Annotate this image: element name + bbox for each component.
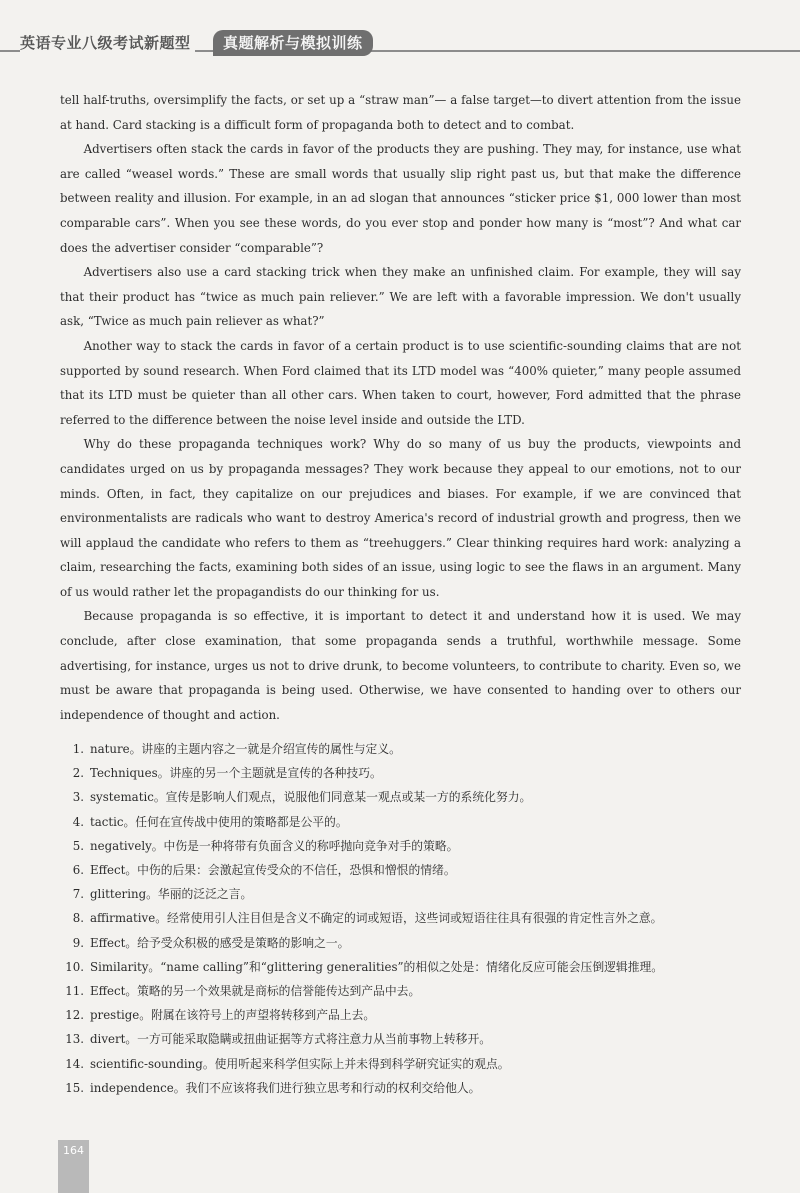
answer-number: 4.	[72, 814, 84, 829]
answer-item	[60, 858, 745, 882]
paragraph: Advertisers also use a card stacking trick when they make an unfinished claim. For example, they will say that their product has “twice as much pain reliever.” We are left with a favorable impression. We don't usually ask, “Twice as much pain reliever as what?”	[60, 265, 741, 329]
answer-text: Similarity。“name calling”和“glittering generalities”的相似之处是：情绪化反应可能会压倒逻辑推理。	[90, 959, 664, 974]
answer-item	[60, 1003, 745, 1027]
answer-text: independence。我们不应该将我们进行独立思考和行动的权利交给他人。	[90, 1080, 481, 1095]
book-subtitle-tag: 真题解析与模拟训练	[213, 30, 373, 56]
answer-item	[60, 737, 745, 761]
answer-number: 8.	[72, 911, 84, 926]
answer-item	[60, 1027, 745, 1051]
running-header	[0, 28, 800, 62]
answer-item	[60, 906, 745, 930]
answer-number: 7.	[72, 887, 84, 902]
answer-item	[60, 761, 745, 785]
answer-number: 13.	[65, 1032, 84, 1047]
answer-number: 1.	[72, 742, 84, 756]
answer-number: 2.	[72, 766, 84, 781]
answer-text: divert。一方可能采取隐瞒或扭曲证据等方式将注意力从当前事物上转移开。	[90, 1032, 492, 1047]
book-title: 英语专业八级考试新题型	[20, 32, 195, 53]
answer-item	[60, 810, 745, 834]
answer-text: prestige。附属在该符号上的声望将转移到产品上去。	[90, 1008, 376, 1023]
answer-text: glittering。华丽的泛泛之言。	[90, 887, 253, 902]
answer-text: Effect。给予受众积极的感受是策略的影响之一。	[90, 935, 350, 950]
answer-number: 6.	[72, 863, 84, 878]
answer-text: tactic。任何在宣传战中使用的策略都是公平的。	[90, 814, 348, 829]
answer-item	[60, 955, 745, 979]
paragraph: Another way to stack the cards in favor of a certain product is to use scientific-sounding claims that are not supported by sound research. When Ford claimed that its LTD model was “400% quieter,” many people assumed that its LTD must be quieter than all other cars. When taken to court, however, Ford admitted that the phrase referred to the difference between the noise level inside and outside the LTD.	[60, 338, 741, 427]
answer-text: scientific-sounding。使用听起来科学但实际上并未得到科学研究证实的观点。	[90, 1056, 510, 1071]
answer-number: 11.	[65, 984, 84, 999]
answer-text: nature。讲座的主题内容之一就是介绍宣传的属性与定义。	[90, 742, 401, 756]
answer-item	[60, 882, 745, 906]
answer-key-list	[60, 737, 745, 1100]
answer-item	[60, 1076, 745, 1100]
answer-number: 10.	[65, 959, 84, 974]
paragraph: tell half-truths, oversimplify the facts, or set up a “straw man”— a false target—to divert attention from the issue at hand. Card stacking is a difficult form of propaganda both to detect and to combat.	[60, 93, 741, 132]
page-number: 164	[63, 1144, 84, 1157]
paragraph: Advertisers often stack the cards in favor of the products they are pushing. They may, for instance, use what are called “weasel words.” These are small words that usually slip right past us, but that make the difference between reality and illusion. For example, in an ad slogan that announces “sticker price $1, 000 lower than most comparable cars”. When you see these words, do you ever stop and ponder how many is “most”? And what car does the advertiser consider “comparable”?	[60, 142, 741, 255]
answer-text: Effect。策略的另一个效果就是商标的信誉能传达到产品中去。	[90, 984, 421, 999]
answer-number: 12.	[65, 1008, 84, 1023]
answer-text: negatively。中伤是一种将带有负面含义的称呼抛向竞争对手的策略。	[90, 838, 459, 853]
page-number-tab	[58, 1140, 89, 1193]
answer-text: Effect。中伤的后果：会激起宣传受众的不信任，恐惧和憎恨的情绪。	[90, 863, 456, 878]
answer-text: Techniques。讲座的另一个主题就是宣传的各种技巧。	[90, 766, 382, 781]
paragraph: Why do these propaganda techniques work? Why do so many of us buy the products, viewpoints and candidates urged on us by propaganda messages? They work because they appeal to our emotions, not to our minds. Often, in fact, they capitalize on our prejudices and biases. For example, if we are convinced that environmentalists are radicals who want to destroy America's record of industrial growth and progress, then we will applaud the candidate who refers to them as “treehuggers.” Clear thinking requires hard work: analyzing a claim, researching the facts, examining both sides of an issue, using logic to see the flaws in an argument. Many of us would rather let the propagandists do our thinking for us.	[60, 437, 741, 599]
answer-number: 14.	[65, 1056, 84, 1071]
answer-item	[60, 931, 745, 955]
answer-text: systematic。宣传是影响人们观点，说服他们同意某一观点或某一方的系统化努力。	[90, 790, 532, 805]
paragraph: Because propaganda is so effective, it is important to detect it and understand how it is used. We may conclude, after close examination, that some propaganda sends a truthful, worthwhile message. Some advertising, for instance, urges us not to drive drunk, to become volunteers, to contribute to charity. Even so, we must be aware that propaganda is being used. Otherwise, we have consented to handing over to others our independence of thought and action.	[60, 609, 741, 722]
answer-item	[60, 834, 745, 858]
answer-text: affirmative。经常使用引人注目但是含义不确定的词或短语，这些词或短语往往具有很强的肯定性言外之意。	[90, 911, 663, 926]
passage-text	[60, 88, 741, 727]
answer-number: 3.	[72, 790, 84, 805]
answer-number: 5.	[72, 838, 84, 853]
answer-item	[60, 1052, 745, 1076]
answer-number: 15.	[65, 1080, 84, 1095]
answer-number: 9.	[72, 935, 84, 950]
answer-item	[60, 979, 745, 1003]
answer-item	[60, 785, 745, 809]
